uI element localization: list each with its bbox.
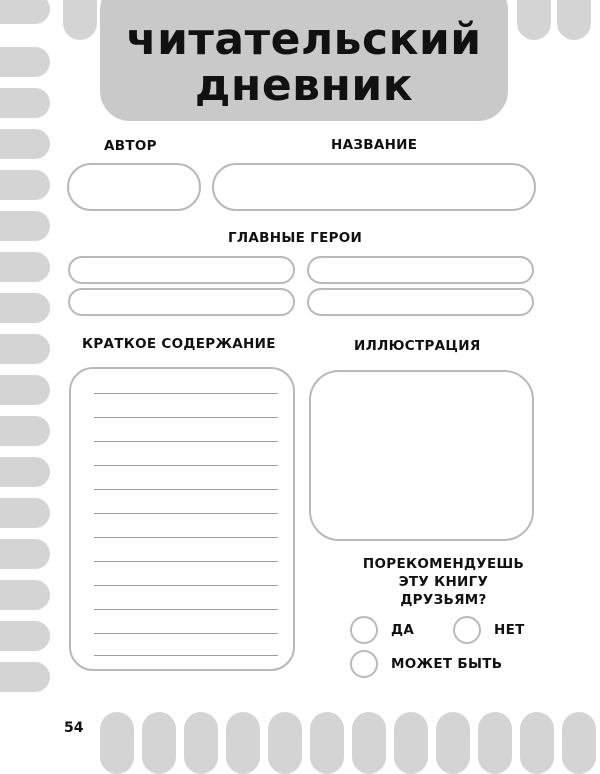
writing-line <box>94 465 278 466</box>
notebook-tab <box>557 0 591 40</box>
notebook-tab <box>0 375 50 405</box>
hero-field-2[interactable] <box>307 256 534 284</box>
notebook-tab <box>0 0 50 24</box>
maybe-label: МОЖЕТ БЫТЬ <box>391 656 503 672</box>
writing-line <box>94 489 278 490</box>
notebook-tab <box>436 712 470 774</box>
maybe-radio[interactable] <box>350 650 378 678</box>
notebook-tab <box>0 47 50 77</box>
summary-label: КРАТКОЕ СОДЕРЖАНИЕ <box>82 336 276 352</box>
recommend-question-line-3: ДРУЗЬЯМ? <box>400 592 487 608</box>
notebook-tab <box>0 498 50 528</box>
page-number: 54 <box>64 720 84 736</box>
writing-line <box>94 655 278 656</box>
page-title-line-1: читательский <box>126 14 482 65</box>
no-label: НЕТ <box>494 622 525 638</box>
notebook-tab <box>268 712 302 774</box>
heroes-label: ГЛАВНЫЕ ГЕРОИ <box>228 230 363 246</box>
notebook-tab <box>517 0 551 40</box>
notebook-tab <box>0 580 50 610</box>
notebook-tab <box>100 712 134 774</box>
notebook-tab <box>0 539 50 569</box>
summary-field[interactable] <box>69 367 295 671</box>
hero-field-1[interactable] <box>68 256 295 284</box>
notebook-tab <box>0 88 50 118</box>
title-label: НАЗВАНИЕ <box>331 137 418 153</box>
author-label: АВТОР <box>104 138 157 154</box>
yes-label: ДА <box>391 622 415 638</box>
notebook-tab <box>0 662 50 692</box>
writing-line <box>94 393 278 394</box>
notebook-tab <box>520 712 554 774</box>
notebook-tab <box>394 712 428 774</box>
notebook-tab <box>226 712 260 774</box>
notebook-tab <box>184 712 218 774</box>
page-title-line-2: дневник <box>194 60 414 111</box>
recommend-question-line-1: ПОРЕКОМЕНДУЕШЬ <box>362 556 525 572</box>
writing-line <box>94 585 278 586</box>
notebook-tab <box>310 712 344 774</box>
notebook-tab <box>0 252 50 282</box>
author-field[interactable] <box>67 163 201 211</box>
notebook-tab <box>562 712 596 774</box>
illustration-field[interactable] <box>309 370 534 541</box>
notebook-tab <box>352 712 386 774</box>
notebook-tab <box>0 457 50 487</box>
yes-radio[interactable] <box>350 616 378 644</box>
notebook-tab <box>0 129 50 159</box>
notebook-tab <box>0 416 50 446</box>
notebook-tab <box>142 712 176 774</box>
writing-line <box>94 537 278 538</box>
notebook-tab <box>0 211 50 241</box>
writing-line <box>94 561 278 562</box>
writing-line <box>94 513 278 514</box>
illustration-label: ИЛЛЮСТРАЦИЯ <box>354 338 481 354</box>
hero-field-3[interactable] <box>68 288 295 316</box>
title-field[interactable] <box>212 163 536 211</box>
recommend-question-line-2: ЭТУ КНИГУ <box>398 574 489 590</box>
notebook-tab <box>0 334 50 364</box>
hero-field-4[interactable] <box>307 288 534 316</box>
notebook-tab <box>478 712 512 774</box>
notebook-tab <box>0 293 50 323</box>
writing-line <box>94 633 278 634</box>
notebook-tab <box>0 170 50 200</box>
notebook-tab <box>0 621 50 651</box>
no-radio[interactable] <box>453 616 481 644</box>
writing-line <box>94 441 278 442</box>
writing-line <box>94 417 278 418</box>
notebook-tab <box>63 0 97 40</box>
writing-line <box>94 609 278 610</box>
